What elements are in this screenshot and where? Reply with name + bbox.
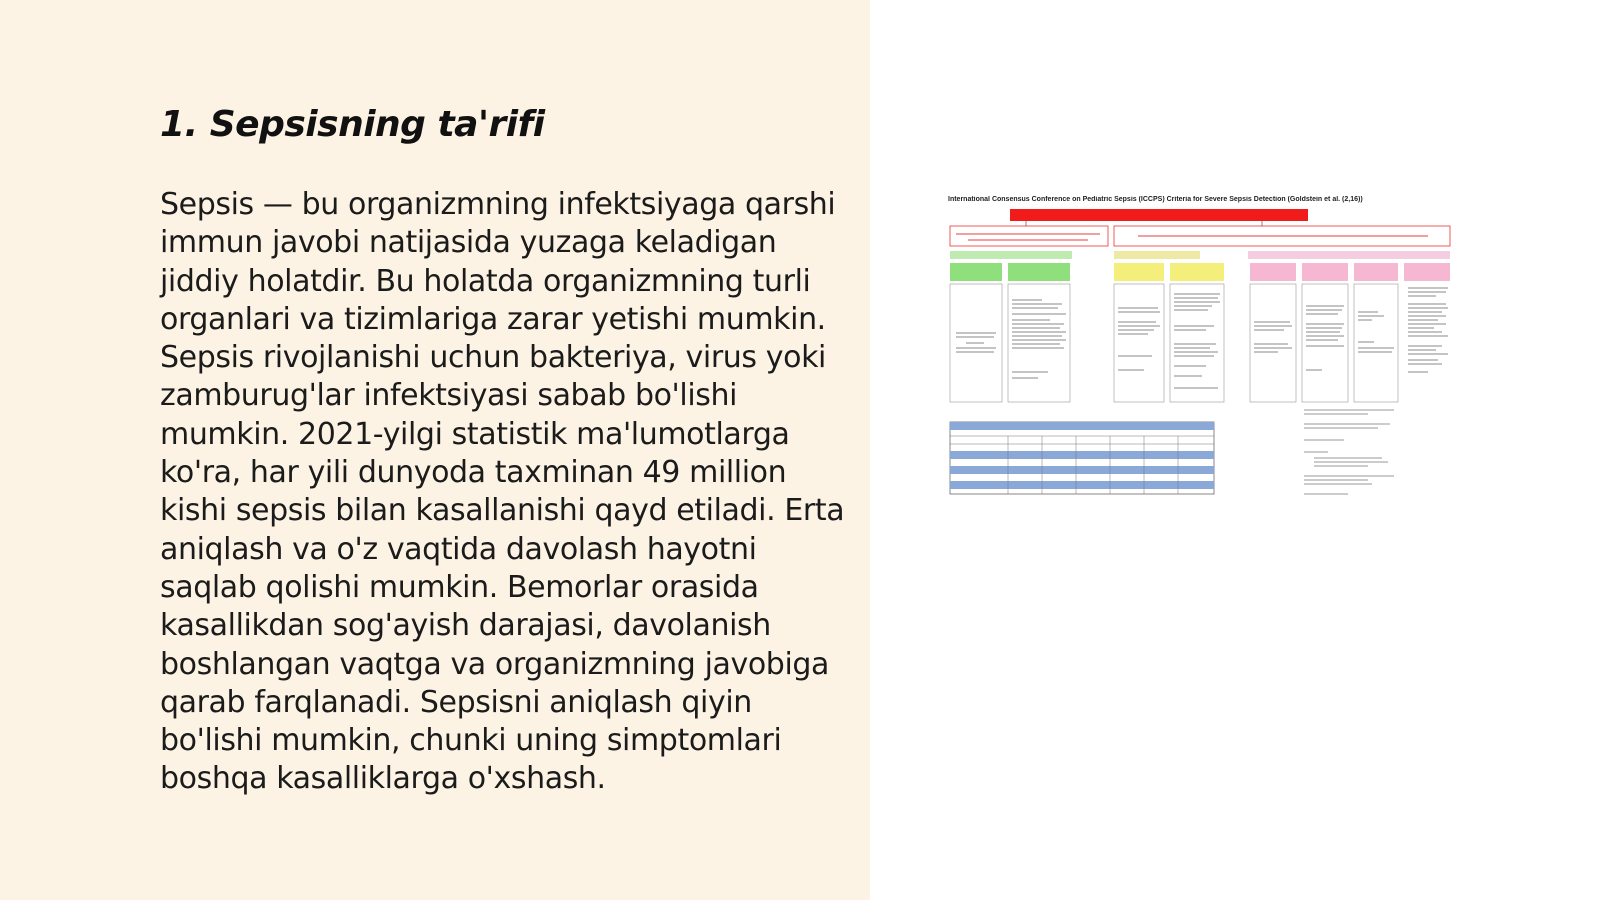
slide-title: 1. Sepsisning ta'rifi	[160, 104, 545, 145]
figure-flowchart	[948, 196, 1452, 502]
figure-title: International Consensus Conference on Pediatric Sepsis (ICCPS) Criteria for Severe Sepsis Detection (Goldstein et al. (2,16))	[948, 196, 1363, 203]
sepsis-criteria-figure	[948, 196, 1452, 502]
slide-body-text: Sepsis — bu organizmning infektsiyaga qarshi immun javobi natijasida yuzaga keladigan jiddiy holatdir. Bu holatda organizmning turli organlari va tizimlariga zarar yetishi mumkin. Sepsis rivojlanishi uchun bakteriya, virus yoki zamburug'lar infektsiyasi sabab bo'lishi mumkin. 2021-yilgi statistik ma'lumotlarga ko'ra, har yili dunyoda taxminan 49 million kishi sepsis bilan kasallanishi qayd etiladi. Erta aniqlash va o'z vaqtida davolash hayotni saqlab qolishi mumkin. Bemorlar orasida kasallikdan sog'ayish darajasi, davolanish boshlangan vaqtga va organizmning javobiga qarab farqlanadi. Sepsisni aniqlash qiyin bo'lishi mumkin, chunki uning simptomlari boshqa kasalliklarga o'xshash.	[160, 187, 845, 797]
